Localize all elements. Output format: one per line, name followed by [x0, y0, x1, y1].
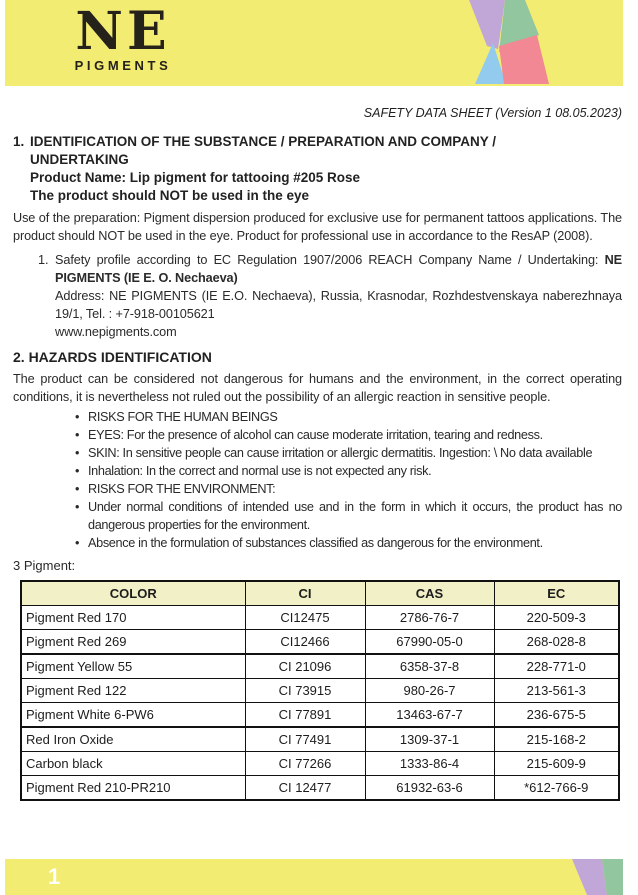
bullet-marker-icon: • — [75, 536, 80, 550]
cell-color: Pigment Red 122 — [21, 679, 245, 703]
footer-shapes-icon — [566, 859, 623, 895]
cell-color: Pigment Red 210-PR210 — [21, 776, 245, 801]
cell-ci: CI 77491 — [245, 727, 365, 752]
cell-ec: *612-766-9 — [494, 776, 619, 801]
safety-profile-list-item — [38, 251, 622, 341]
pigment-table-header-cell: CAS — [365, 581, 494, 606]
doc-meta-line: SAFETY DATA SHEET (Version 1 08.05.2023) — [363, 106, 622, 120]
cell-cas: 1309-37-1 — [365, 727, 494, 752]
cell-cas: 2786-76-7 — [365, 606, 494, 630]
hazards-bullet-list — [13, 408, 622, 552]
table-row — [21, 703, 619, 728]
pigment-table — [20, 580, 620, 801]
cell-cas: 13463-67-7 — [365, 703, 494, 728]
header-brand-band — [5, 0, 623, 86]
company-name-bold: NE PIGMENTS (IE E. O. Nechaeva) — [55, 253, 622, 285]
bullet-marker-icon: • — [75, 446, 80, 460]
bullet-text: SKIN: In sensitive people can cause irritation or allergic dermatitis. Ingestion: \ No data available — [88, 446, 593, 460]
bullet-text: EYES: For the presence of alcohol can cause moderate irritation, tearing and redness. — [88, 428, 543, 442]
pigment-count-label: 3 Pigment: — [13, 558, 76, 573]
table-row — [21, 630, 619, 655]
cell-ec: 268-028-8 — [494, 630, 619, 655]
table-row — [21, 752, 619, 776]
cell-ci: CI 77266 — [245, 752, 365, 776]
table-row — [21, 606, 619, 630]
cell-color: Pigment Red 170 — [21, 606, 245, 630]
section2-heading: 2. HAZARDS IDENTIFICATION — [13, 349, 212, 365]
table-row — [21, 654, 619, 679]
bullet-marker-icon: • — [75, 428, 80, 442]
bullet-item — [75, 534, 622, 552]
bullet-item — [75, 480, 622, 498]
logo-ne-text: NE — [75, 1, 171, 62]
bullet-text: RISKS FOR THE ENVIRONMENT: — [88, 482, 276, 496]
section1-title — [30, 133, 622, 169]
section1-title-line1: IDENTIFICATION OF THE SUBSTANCE / PREPARATION AND COMPANY / — [30, 134, 497, 149]
product-name-line: Product Name: Lip pigment for tattooing #205 Rose — [30, 170, 361, 185]
bullet-item — [75, 498, 622, 534]
cell-cas: 980-26-7 — [365, 679, 494, 703]
ne-pigments-logo — [71, 1, 175, 73]
hazards-intro-paragraph: The product can be considered not dangerous for humans and the environment, in the correct operating conditions, it is nevertheless not ruled out the possibility of an allergic reaction in sensitive people. — [13, 372, 622, 404]
table-row — [21, 679, 619, 703]
cell-color: Red Iron Oxide — [21, 727, 245, 752]
bullet-item — [75, 426, 622, 444]
bullet-marker-icon: • — [75, 410, 80, 424]
cell-color: Pigment White 6-PW6 — [21, 703, 245, 728]
pigment-table-header-cell: CI — [245, 581, 365, 606]
page-number: 1 — [48, 864, 61, 889]
cell-ci: CI12466 — [245, 630, 365, 655]
cell-ci: CI 21096 — [245, 654, 365, 679]
cell-ec: 215-168-2 — [494, 727, 619, 752]
cell-cas: 61932-63-6 — [365, 776, 494, 801]
cell-ec: 236-675-5 — [494, 703, 619, 728]
safety-profile-intro: Safety profile according to EC Regulation 1907/2006 REACH Company Name / Undertaking: — [55, 253, 605, 267]
cell-ci: CI 73915 — [245, 679, 365, 703]
cell-ec: 213-561-3 — [494, 679, 619, 703]
cell-cas: 1333-86-4 — [365, 752, 494, 776]
cell-ec: 228-771-0 — [494, 654, 619, 679]
bullet-marker-icon: • — [75, 482, 80, 496]
cell-color: Carbon black — [21, 752, 245, 776]
bullet-item — [75, 408, 622, 426]
table-row — [21, 727, 619, 752]
section1-heading — [13, 133, 622, 169]
bullet-text: RISKS FOR THE HUMAN BEINGS — [88, 410, 278, 424]
cell-cas: 67990-05-0 — [365, 630, 494, 655]
pigment-table-header-cell: EC — [494, 581, 619, 606]
cell-ec: 220-509-3 — [494, 606, 619, 630]
footer-brand-band — [5, 859, 623, 895]
cell-color: Pigment Red 269 — [21, 630, 245, 655]
use-of-preparation-paragraph: Use of the preparation: Pigment dispersion produced for exclusive use for permanent tattoos applications. The product should NOT be used in the eye. Product for professional use in accordance to the ResAP (2008). — [13, 211, 622, 243]
section1-number: 1. — [13, 134, 25, 149]
bullet-marker-icon: • — [75, 464, 80, 478]
bullet-text: Absence in the formulation of substances classified as dangerous for the environment. — [88, 536, 543, 550]
cell-cas: 6358-37-8 — [365, 654, 494, 679]
bullet-text: Under normal conditions of intended use and in the form in which it occurs, the product has no dangerous properties for the environment. — [88, 500, 622, 532]
pigment-table-header-row — [21, 581, 619, 606]
cell-color: Pigment Yellow 55 — [21, 654, 245, 679]
bullet-text: Inhalation: In the correct and normal use is not expected any risk. — [88, 464, 432, 478]
pigment-table-body — [21, 606, 619, 801]
table-row — [21, 776, 619, 801]
list-item-number: 1. — [38, 253, 49, 267]
cell-ci: CI12475 — [245, 606, 365, 630]
bullet-item — [75, 462, 622, 480]
pigment-table-header-cell: COLOR — [21, 581, 245, 606]
logo-pigments-text: PIGMENTS — [74, 58, 172, 73]
document-body — [0, 86, 638, 801]
company-address: Address: NE PIGMENTS (IE E.O. Nechaeva), Russia, Krasnodar, Rozhdestvenskaya naberezhnaya 19/1, Tel. : +7-918-00105621 — [55, 289, 622, 321]
cell-ec: 215-609-9 — [494, 752, 619, 776]
section1-title-line2: UNDERTAKING — [30, 152, 129, 167]
bullet-marker-icon: • — [75, 500, 80, 514]
company-website: www.nepigments.com — [55, 325, 177, 339]
brand-shapes-icon — [468, 0, 580, 86]
cell-ci: CI 12477 — [245, 776, 365, 801]
bullet-item — [75, 444, 622, 462]
list-item-text — [55, 251, 622, 341]
eye-warning-line: The product should NOT be used in the eye — [30, 188, 310, 203]
cell-ci: CI 77891 — [245, 703, 365, 728]
